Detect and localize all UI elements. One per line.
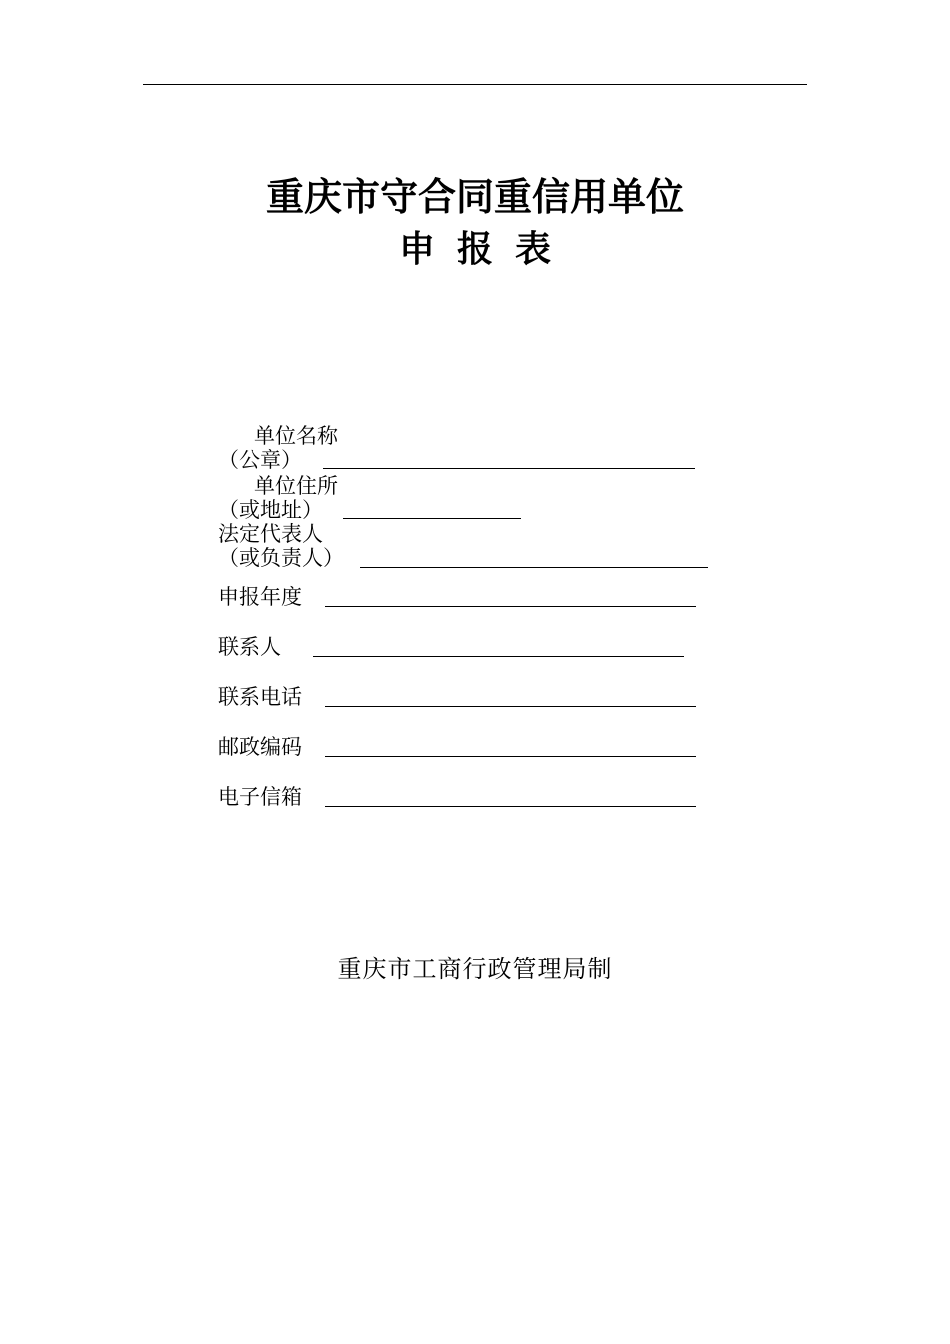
person-in-charge-label: （或负责人） (218, 546, 344, 570)
email-field[interactable] (325, 806, 696, 807)
document-subtitle: 申报表 (398, 228, 573, 270)
contact-person-field[interactable] (313, 656, 684, 657)
document-title: 重庆市守合同重信用单位 (265, 174, 684, 219)
report-year-field[interactable] (325, 606, 696, 607)
unit-address-alt-label: （或地址） (218, 498, 323, 522)
legal-representative-label: 法定代表人 (218, 522, 323, 546)
email-label: 电子信箱 (218, 785, 302, 809)
postal-code-field[interactable] (325, 756, 696, 757)
top-horizontal-rule (143, 84, 807, 85)
unit-address-field[interactable] (343, 518, 521, 519)
postal-code-label: 邮政编码 (218, 735, 302, 759)
unit-name-label: 单位名称 (254, 424, 338, 448)
report-year-label: 申报年度 (218, 585, 302, 609)
contact-person-label: 联系人 (218, 635, 281, 659)
unit-address-label: 单位住所 (254, 474, 338, 498)
issuer-footer: 重庆市工商行政管理局制 (337, 955, 613, 983)
unit-seal-label: （公章） (218, 448, 302, 472)
contact-phone-field[interactable] (325, 706, 696, 707)
unit-name-field[interactable] (323, 468, 695, 469)
contact-phone-label: 联系电话 (218, 685, 302, 709)
legal-representative-field[interactable] (360, 567, 708, 568)
